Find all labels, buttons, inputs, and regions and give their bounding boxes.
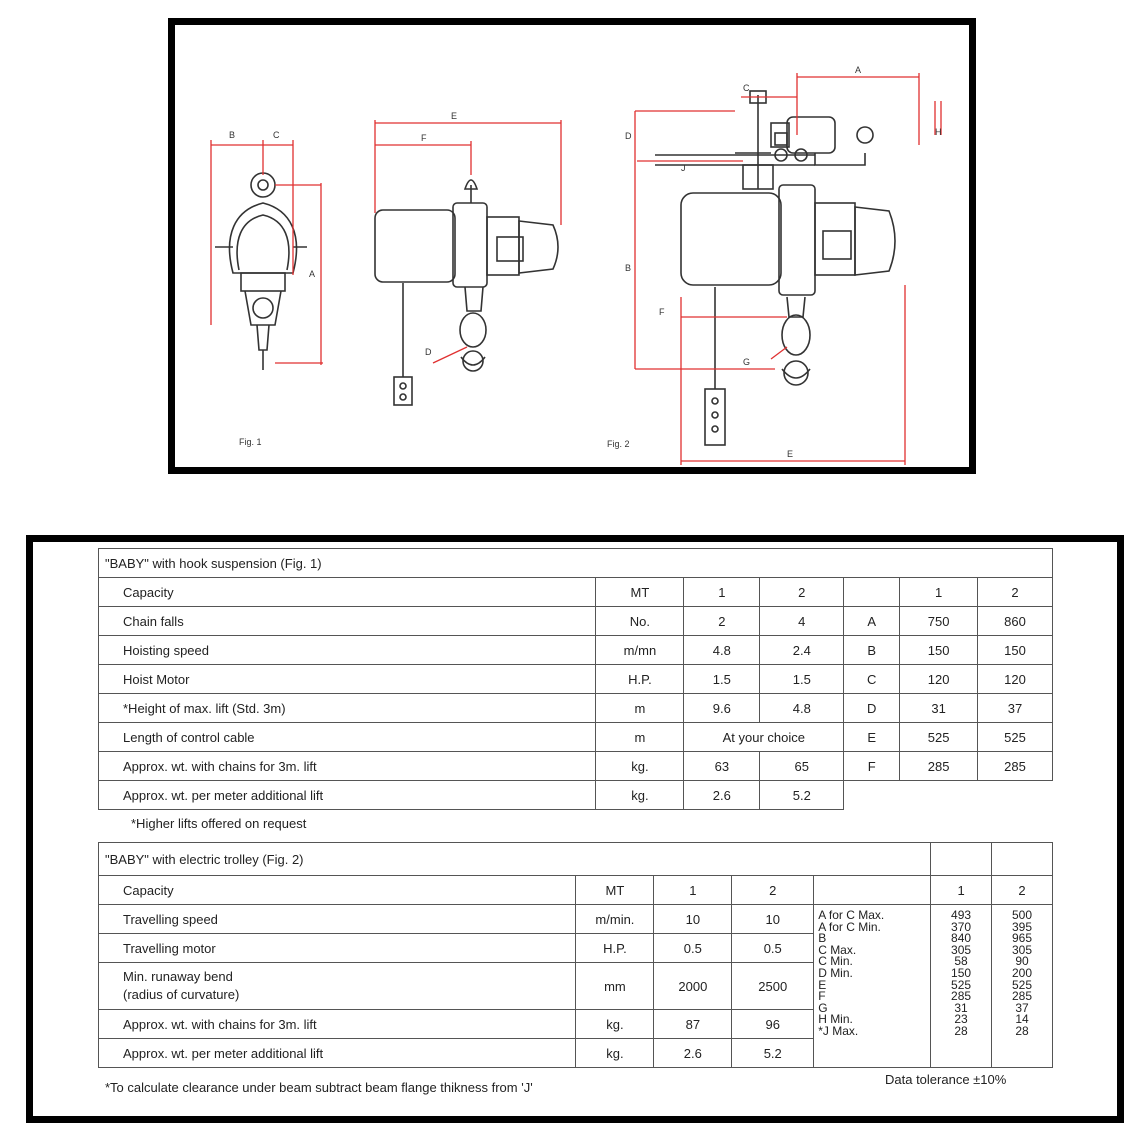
row-unit: kg. [576, 1010, 654, 1039]
row-value-2: 5.2 [732, 1039, 814, 1068]
row-value-1: 4.8 [684, 636, 760, 665]
dim-name: *J Max. [818, 1023, 859, 1038]
fig2-dim-label-h: H [935, 127, 942, 137]
row-value-2: 5.2 [760, 781, 844, 810]
dim-value-2: 28 [1015, 1023, 1029, 1038]
dim-value-1: 28 [954, 1023, 968, 1038]
fig2-dim-label-c: C [743, 83, 750, 93]
dim-name: C Max. [818, 942, 857, 957]
dim-value-1: 285 [900, 752, 978, 781]
fig2-view [655, 91, 895, 445]
row-unit: kg. [596, 752, 684, 781]
dim-value-2: 305 [1011, 942, 1033, 957]
fig2-dim-label-j: J [681, 163, 686, 173]
row-value-1: 2000 [654, 963, 732, 1010]
table-row [99, 723, 1053, 752]
capacity-unit: MT [576, 876, 654, 905]
dim-value-1: 150 [951, 965, 972, 980]
row-value-2: 10 [732, 905, 814, 934]
dim-value-1: 305 [951, 942, 972, 957]
empty-cell [992, 843, 1053, 876]
dim-value-2: 525 [1011, 977, 1033, 992]
dim-name: D [844, 694, 900, 723]
trolley-footnote: *To calculate clearance under beam subtract beam flange thikness from 'J' [105, 1080, 533, 1095]
dim-value-2: 965 [1011, 931, 1033, 946]
dim-value-2: 395 [1011, 919, 1033, 934]
row-unit: m/mn [596, 636, 684, 665]
row-value-1: 87 [654, 1010, 732, 1039]
trolley-table-title: "BABY" with electric trolley (Fig. 2) [99, 843, 931, 876]
capacity-label: Capacity [99, 876, 576, 905]
row-label: Chain falls [99, 607, 596, 636]
row-value-1: 0.5 [654, 934, 732, 963]
row-unit: mm [576, 963, 654, 1010]
row-value-1: 10 [654, 905, 732, 934]
fig2-dim-label-d: D [625, 131, 632, 141]
dim-value-1: 493 [951, 908, 972, 922]
row-value-1: 2.6 [654, 1039, 732, 1068]
row-unit: kg. [596, 781, 684, 810]
row-value-2: 4 [760, 607, 844, 636]
spec-tables-panel [26, 535, 1124, 1123]
hook-table-title: "BABY" with hook suspension (Fig. 1) [99, 549, 1053, 578]
row-unit: H.P. [576, 934, 654, 963]
row-value-2: 0.5 [732, 934, 814, 963]
dim-value-1: 31 [954, 1000, 968, 1015]
data-tolerance-note: Data tolerance ±10% [885, 1072, 1007, 1087]
dim-value-2: 285 [978, 752, 1053, 781]
dim-header-1: 1 [931, 876, 992, 905]
dim-name: H Min. [818, 1012, 853, 1027]
table-row [99, 694, 1053, 723]
row-label-two-line [99, 963, 576, 1010]
dim-name: F [844, 752, 900, 781]
row-unit: kg. [576, 1039, 654, 1068]
row-label: Length of control cable [99, 723, 596, 752]
row-unit: H.P. [596, 665, 684, 694]
row-label: Approx. wt. with chains for 3m. lift [99, 1010, 576, 1039]
row-label: Approx. wt. per meter additional lift [99, 781, 596, 810]
row-value-1: 2.6 [684, 781, 760, 810]
electric-trolley-table [98, 842, 1053, 1068]
table-row [99, 578, 1053, 607]
dim-value-2: 37 [978, 694, 1053, 723]
table-row [99, 665, 1053, 694]
dim-name: B [818, 931, 827, 946]
row-label: Hoist Motor [99, 665, 596, 694]
fig2-label: Fig. 2 [607, 439, 630, 449]
dim-name: D Min. [818, 965, 853, 980]
dim-value-2: 37 [1015, 1000, 1029, 1015]
dim-label-d: D [425, 347, 432, 357]
fig2-dim-label-f: F [659, 307, 665, 317]
dim-value-1: 120 [900, 665, 978, 694]
fig2-dim-label-g: G [743, 357, 751, 367]
table-row [99, 636, 1053, 665]
dim-name: A [844, 607, 900, 636]
dim-value-1: 370 [951, 919, 972, 934]
hook-suspension-table [98, 548, 1053, 810]
dimension-names-cell [814, 905, 931, 1068]
dim-value-1: 285 [951, 989, 972, 1004]
dim-value-1: 525 [900, 723, 978, 752]
row-label: Hoisting speed [99, 636, 596, 665]
row-value-2: 2.4 [760, 636, 844, 665]
dimension-values-1-cell [931, 905, 992, 1068]
dim-header-2: 2 [992, 876, 1053, 905]
capacity-2: 2 [732, 876, 814, 905]
row-unit: m [596, 694, 684, 723]
row-merged-value: At your choice [684, 723, 844, 752]
dim-value-1: 23 [954, 1012, 968, 1027]
dim-header-blank [814, 876, 931, 905]
dim-value-2: 150 [978, 636, 1053, 665]
capacity-2: 2 [760, 578, 844, 607]
row-label: Travelling speed [99, 905, 576, 934]
row-label: Approx. wt. with chains for 3m. lift [99, 752, 596, 781]
row-label: *Height of max. lift (Std. 3m) [99, 694, 596, 723]
drawing-panel [168, 18, 976, 474]
row-unit: No. [596, 607, 684, 636]
dim-value-2: 500 [1011, 908, 1033, 922]
table-row [99, 905, 1053, 934]
dim-name: G [818, 1000, 828, 1015]
dim-value-2: 860 [978, 607, 1053, 636]
dim-name: B [844, 636, 900, 665]
fig2-dim-label-a: A [855, 65, 862, 75]
row-value-1: 2 [684, 607, 760, 636]
hook-footnote: *Higher lifts offered on request [131, 816, 307, 831]
dim-value-2: 120 [978, 665, 1053, 694]
fig2-dim-label-b: B [625, 263, 632, 273]
dim-name: C Min. [818, 954, 853, 969]
table-row [99, 876, 1053, 905]
row-label: Travelling motor [99, 934, 576, 963]
dim-name: E [844, 723, 900, 752]
capacity-1: 1 [684, 578, 760, 607]
capacity-1: 1 [654, 876, 732, 905]
dim-name: C [844, 665, 900, 694]
fig1-label: Fig. 1 [239, 437, 262, 447]
row-value-2: 96 [732, 1010, 814, 1039]
dim-value-2: 200 [1011, 965, 1033, 980]
table-row [99, 781, 1053, 810]
dim-name: E [818, 977, 827, 992]
dim-value-1: 58 [954, 954, 968, 969]
hoist-drawings [175, 25, 969, 467]
row-value-2: 1.5 [760, 665, 844, 694]
row-value-1: 9.6 [684, 694, 760, 723]
dim-value-1: 840 [951, 931, 972, 946]
dim-name: A for C Max. [818, 908, 885, 922]
dim-value-1: 750 [900, 607, 978, 636]
dim-value-1: 150 [900, 636, 978, 665]
row-label-sub: (radius of curvature) [123, 987, 240, 1002]
row-value-1: 63 [684, 752, 760, 781]
dim-value-2: 14 [1015, 1012, 1029, 1027]
table-row [99, 607, 1053, 636]
fig2-dim-labels [625, 65, 942, 459]
dim-header-blank [844, 578, 900, 607]
dim-name: A for C Min. [818, 919, 881, 934]
dim-label-b: B [229, 130, 236, 140]
dim-label-a: A [309, 269, 316, 279]
row-label: Min. runaway bend [123, 969, 233, 984]
empty-cell [844, 781, 1053, 810]
dim-header-1: 1 [900, 578, 978, 607]
dim-value-2: 90 [1015, 954, 1029, 969]
row-value-2: 65 [760, 752, 844, 781]
dim-value-1: 525 [951, 977, 972, 992]
row-label: Approx. wt. per meter additional lift [99, 1039, 576, 1068]
capacity-unit: MT [596, 578, 684, 607]
dim-header-2: 2 [978, 578, 1053, 607]
dim-label-f: F [421, 133, 427, 143]
table-row [99, 752, 1053, 781]
dim-label-e: E [451, 111, 458, 121]
fig1-side-dim-labels [421, 111, 457, 357]
capacity-label: Capacity [99, 578, 596, 607]
dim-name: F [818, 989, 826, 1004]
dim-value-2: 285 [1011, 989, 1033, 1004]
fig1-side-view [375, 180, 558, 405]
row-value-2: 4.8 [760, 694, 844, 723]
dim-label-c: C [273, 130, 280, 140]
fig1-front-dim-labels [229, 130, 315, 279]
fig2-dim-label-e: E [787, 449, 794, 459]
row-unit: m/min. [576, 905, 654, 934]
row-value-2: 2500 [732, 963, 814, 1010]
row-unit: m [596, 723, 684, 752]
empty-cell [931, 843, 992, 876]
row-value-1: 1.5 [684, 665, 760, 694]
dim-value-1: 31 [900, 694, 978, 723]
dimension-values-2-cell [992, 905, 1053, 1068]
dim-value-2: 525 [978, 723, 1053, 752]
